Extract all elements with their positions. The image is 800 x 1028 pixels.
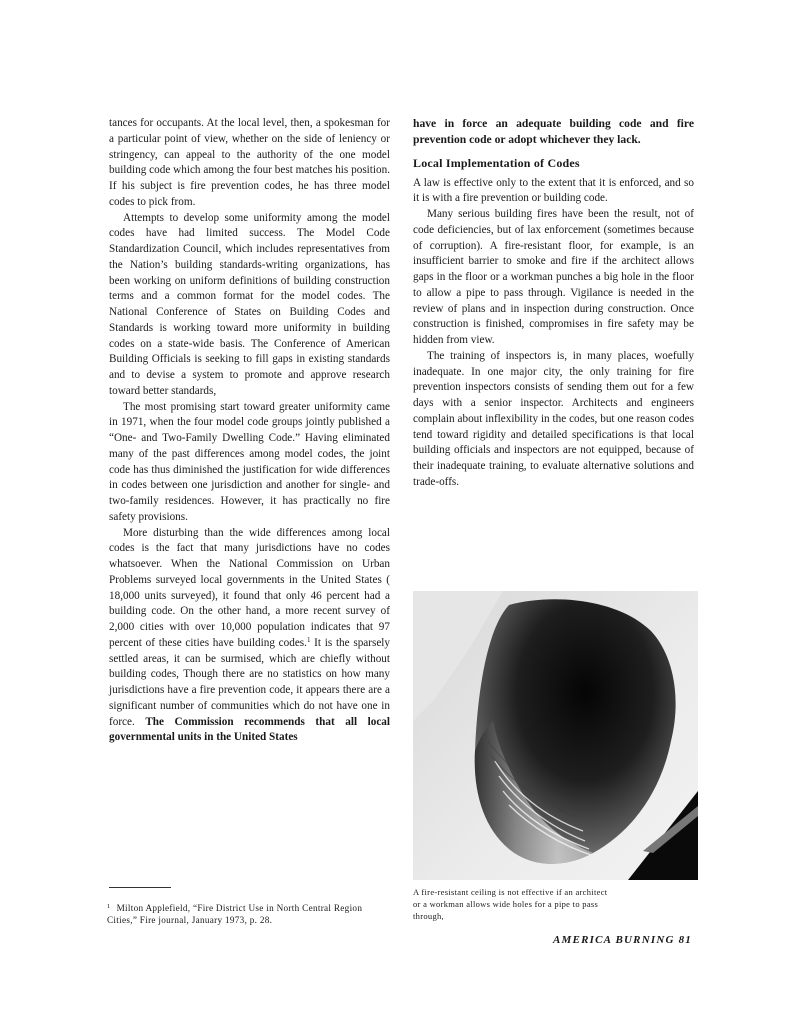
ceiling-photo-image (413, 591, 698, 880)
ceiling-photograph (413, 591, 698, 880)
footnote-divider (109, 887, 171, 888)
recommendation-continuation: have in force an adequate building code and fire prevention code or adopt whichever they lack. (413, 117, 694, 146)
footnote-text: Milton Applefield, “Fire District Use in North Central Region Cities,” Fire journal, January 1973, p. 28. (107, 903, 363, 925)
paragraph-dwelling-code: The most promising start toward greater uniformity came in 1971, when the four model code groups jointly published a “One- and Two-Family Dwelling Code.” Having eliminated many of the past differences among model codes, the joint code has thus diminished the justification for wide differences in codes between one jurisdiction and another for single- and two-family residences. However, it has practically no fire safety provisions. (109, 400, 390, 523)
figure-caption: A fire-resistant ceiling is not effective if an architect or a workman allows wide holes for a pipe to pass through, (413, 887, 608, 921)
section-heading: Local Implementation of Codes (413, 155, 580, 170)
commission-recommendation-text: The Commission recommends that all local governmental units in the United States (109, 715, 390, 744)
footnote-reference[interactable]: 1 (306, 635, 311, 644)
paragraph-inspector-training: The training of inspectors is, in many places, woefully inadequate. In one major city, the only training for fire prevention inspectors consists of sending them out for a few days with a senior inspector. Architects and engineers complain about inflexibility in the codes, but one reason codes tend toward rigidity and detailed specifications is that local building officials and inspectors are not equipped, because of their inadequate training, to evaluate alternative solutions and trade-offs. (413, 349, 694, 488)
footnote-mark: 1 (107, 903, 111, 910)
footnote (107, 901, 392, 926)
paragraph-continuation: tances for occupants. At the local level, then, a spokesman for a particular point of view, whether on the side of leniency or stringency, can appeal to the authority of the one model building code which among the four best matches his position. If his subject is fire prevention codes, he has three model codes to pick from. (109, 117, 390, 208)
paragraph-law-enforcement: A law is effective only to the extent that it is enforced, and so it is with a fire prevention or building code. (413, 176, 694, 205)
paragraph-text-part-1: More disturbing than the wide differences among local codes is the fact that many jurisdictions have no codes whatsoever. When the National Commission on Urban Problems surveyed local governments in the United States ( 18,000 units surveyed), it found that only 46 percent had a building code. On the other hand, a more recent survey of 2,000 cities with over 10,000 population indicates that 97 percent of these cities have building codes. (109, 526, 390, 649)
left-column (109, 116, 390, 746)
paragraph-lax-enforcement: Many serious building fires have been the result, not of code deficiencies, but of lax enforcement (sometimes because of corruption). A fire-resistant floor, for example, is an insufficient barrier to smoke and fire if the architect allows gaps in the floor or a workman punches a big hole in the floor to allow a pipe to pass through. Vigilance is needed in the review of plans and in inspection during construction. Once construction is finished, compromises in fire safety may be hidden from view. (413, 208, 694, 346)
paragraph-text-part-2: It is the sparsely settled areas, it can be surmised, which are chiefly without building codes, Though there are no statistics on how many jurisdictions have a fire prevention code, it appears there are a significant number of communities which do not have one in force. (109, 636, 391, 728)
right-column (413, 116, 694, 491)
running-footer: AMERICA BURNING 81 (553, 934, 692, 946)
paragraph-uniformity-attempts: Attempts to develop some uniformity among the model codes have had limited success. The Model Code Standardization Council, which includes representatives from the Nation’s building standards-writing organizations, has been working on uniform definitions of building construction terms and a common format for the model codes. The National Conference of States on Building Codes and Standards is working toward more uniformity in building codes on a state-wide basis. The Conference of American Building Officials is seeking to fill gaps in existing standards and to devise a system to promote and approve research toward better standards, (109, 211, 390, 397)
paragraph-jurisdictions-without-codes (109, 526, 390, 747)
